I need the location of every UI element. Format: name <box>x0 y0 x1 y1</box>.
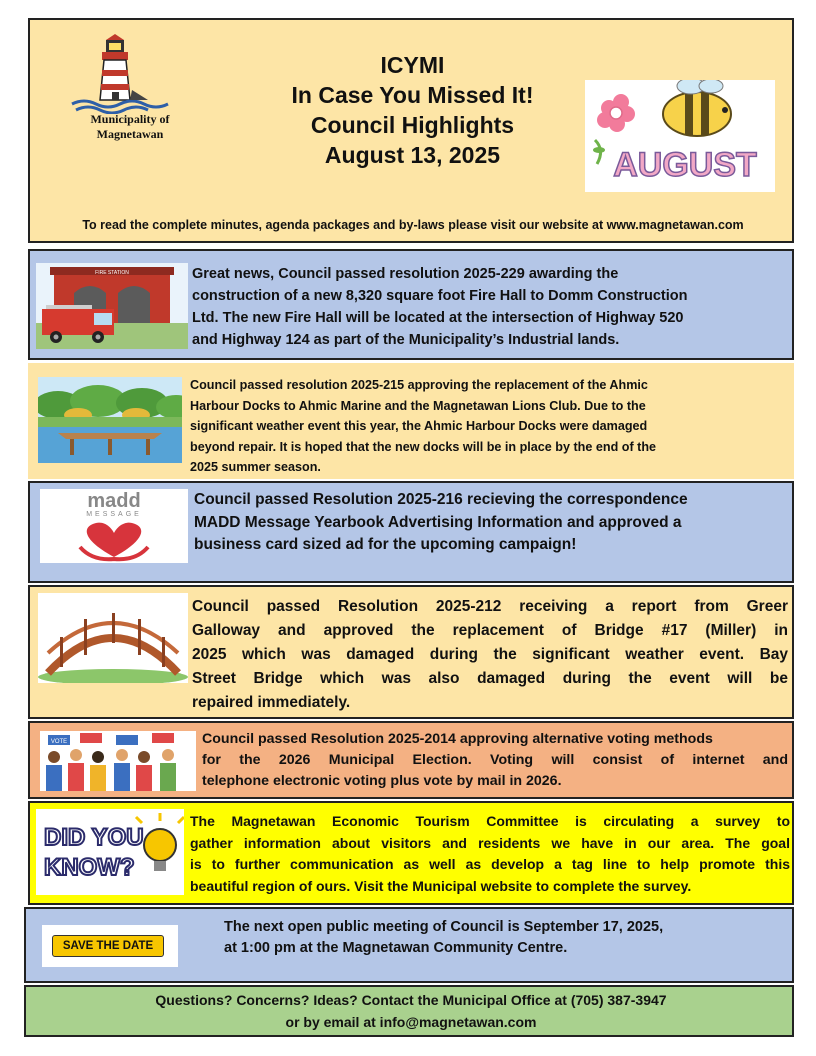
did-you-know-line: The Magnetawan Economic Tourism Committee is circulating a survey to <box>190 813 790 829</box>
august-graphic <box>585 80 775 192</box>
footer-line2: or by email at info@magnetawan.com <box>285 1014 537 1030</box>
madd-line: MADD Message Yearbook Advertising Information and approved a <box>194 513 682 531</box>
item-save-the-date <box>24 907 794 983</box>
bridge-line: Street Bridge which was also damaged during the event will be <box>192 670 788 687</box>
bridge-line: Galloway and approved the replacement of Bridge #17 (Miller) in <box>192 622 788 639</box>
voting-line: for the 2026 Municipal Election. Voting will consist of internet and <box>202 752 788 768</box>
fire-station-image <box>36 263 188 349</box>
madd-text <box>194 489 790 557</box>
save-the-date-image <box>42 925 178 967</box>
bridge-line: repaired immediately. <box>192 694 351 711</box>
item-voting <box>28 721 794 799</box>
fire-station-label: FIRE STATION <box>95 270 129 276</box>
madd-message-text: MESSAGE <box>86 511 142 518</box>
ahmic-docks-text <box>190 375 790 478</box>
voting-line: Council passed Resolution 2025-2014 approving alternative voting methods <box>202 731 713 747</box>
did-you-know-text <box>190 811 790 897</box>
header-panel <box>28 18 794 243</box>
bridge-line: 2025 which was damaged during the significant weather event. Bay <box>192 646 788 663</box>
know-text: KNOW? <box>44 854 135 881</box>
fire-hall-line: Ltd. The new Fire Hall will be located at the intersection of Highway 520 <box>192 310 684 326</box>
item-bridge <box>28 585 794 719</box>
item-fire-hall <box>28 249 794 360</box>
madd-image <box>40 489 188 563</box>
save-the-date-badge: SAVE THE DATE <box>52 935 164 957</box>
page-title <box>220 50 605 170</box>
voting-image <box>40 731 196 791</box>
fire-hall-text <box>192 263 792 351</box>
item-ahmic-docks <box>28 363 794 479</box>
august-bee-icon <box>585 80 775 192</box>
voting-text <box>202 729 788 792</box>
title-icymi: ICYMI <box>380 52 445 78</box>
footer-contact <box>24 985 794 1037</box>
title-council-highlights: Council Highlights <box>310 112 515 138</box>
madd-logo-text: madd <box>87 490 141 512</box>
ahmic-docks-line: Council passed resolution 2025-215 approving the replacement of the Ahmic <box>190 378 648 392</box>
ahmic-docks-line: beyond repair. It is hoped that the new docks will be in place by the end of the <box>190 439 657 454</box>
ahmic-docks-line: significant weather event this year, the Ahmic Harbour Docks were damaged <box>190 419 648 433</box>
did-you-know-line: beautiful region of ours. Visit the Municipal website to complete the survey. <box>190 877 692 894</box>
ahmic-docks-line: 2025 summer season. <box>190 460 321 474</box>
next-meeting-line: at 1:00 pm at the Magnetawan Community Centre. <box>224 940 568 956</box>
title-in-case: In Case You Missed It! <box>291 82 534 108</box>
next-meeting-text <box>224 917 784 959</box>
fire-hall-line: Great news, Council passed resolution 2025-229 awarding the <box>192 266 619 282</box>
did-you-know-image <box>36 809 184 895</box>
dock-image <box>38 377 182 463</box>
did-you-know-line: gather information about visitors and residents we have in our area. The goal <box>190 834 790 851</box>
voting-line: telephone electronic voting plus vote by mail in 2026. <box>202 773 562 789</box>
fire-hall-line: construction of a new 8,320 square foot Fire Hall to Domm Construction <box>192 288 688 304</box>
intro-text: To read the complete minutes, agenda packages and by-laws please visit our website at www.magnetawan.com <box>82 218 744 232</box>
footer-line1: Questions? Concerns? Ideas? Contact the Municipal Office at (705) 387-3947 <box>155 992 667 1008</box>
bridge-text <box>192 595 788 715</box>
item-madd <box>28 481 794 583</box>
logo-text-line1: Municipality of <box>90 112 170 126</box>
lighthouse-logo <box>66 34 186 114</box>
ahmic-docks-line: Harbour Docks to Ahmic Marine and the Magnetawan Lions Club. Due to the <box>190 398 646 413</box>
august-text: AUGUST <box>613 146 757 184</box>
vote-sign-text: VOTE <box>50 739 68 745</box>
bridge-image <box>38 593 188 683</box>
madd-line: Council passed Resolution 2025-216 recieving the correspondence <box>194 491 688 508</box>
logo-text-line2: Magnetawan <box>96 127 164 141</box>
logo-text <box>70 112 190 142</box>
title-date: August 13, 2025 <box>324 142 501 168</box>
item-did-you-know <box>28 801 794 905</box>
bridge-line: Council passed Resolution 2025-212 receiving a report from Greer <box>192 598 788 615</box>
did-you-know-line: is to further communication as well as develop a tag line to help promote this <box>190 856 790 872</box>
fire-hall-line: and Highway 124 as part of the Municipality’s Industrial lands. <box>192 332 620 348</box>
did-you-text: DID YOU <box>44 824 144 851</box>
next-meeting-line: The next open public meeting of Council is September 17, 2025, <box>224 919 664 935</box>
madd-line: business card sized ad for the upcoming campaign! <box>194 536 577 553</box>
